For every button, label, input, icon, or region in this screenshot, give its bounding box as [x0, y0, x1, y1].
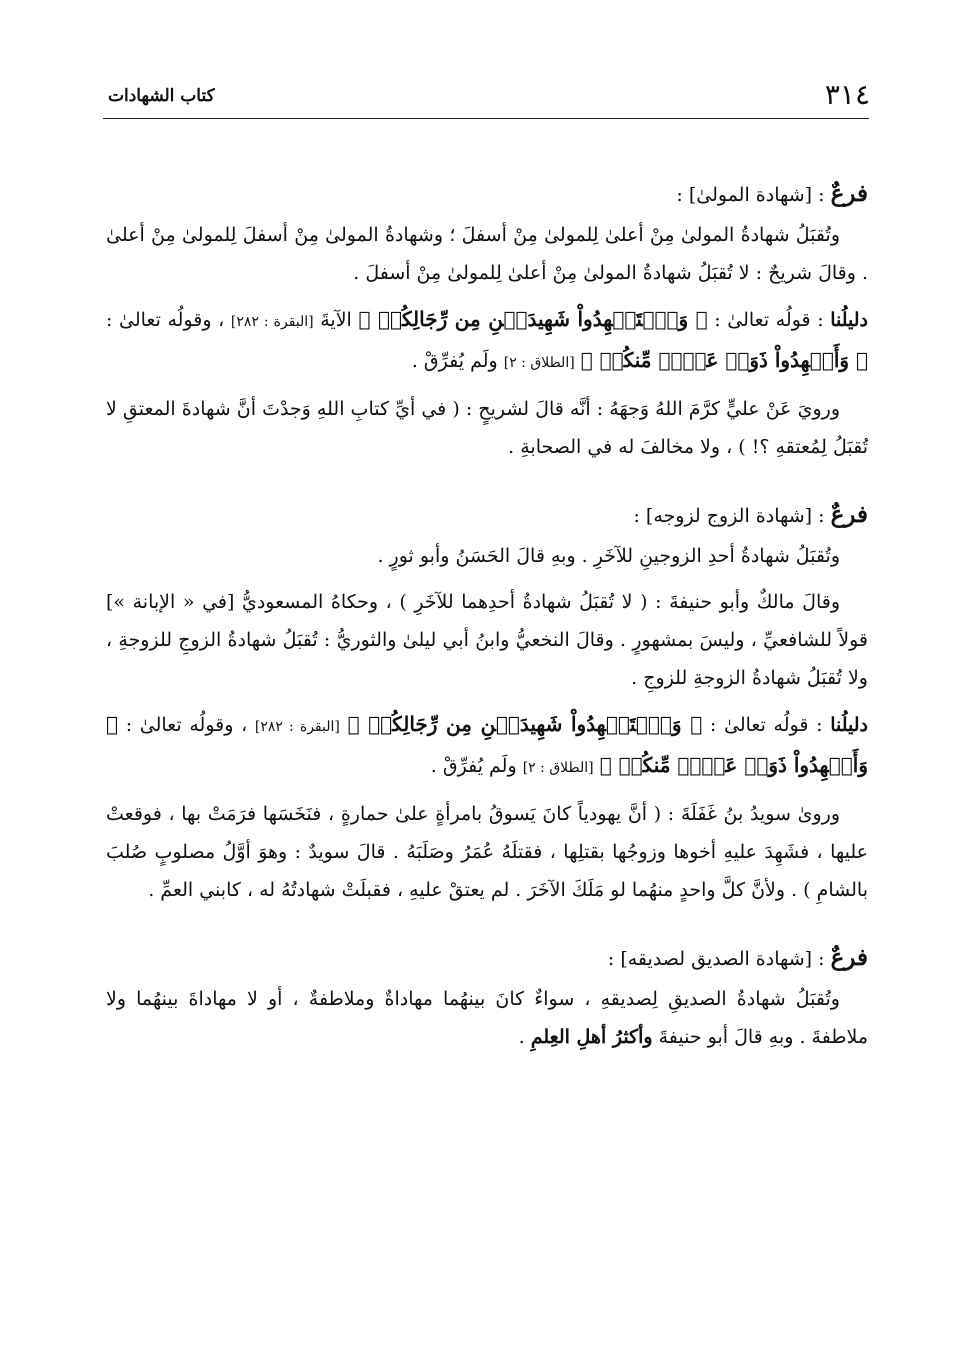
section-mawla [106, 175, 868, 466]
section-heading [106, 939, 868, 978]
section-friend [106, 939, 868, 1056]
evidence-paragraph [106, 300, 868, 382]
page-body [106, 175, 868, 1086]
header-rule [103, 118, 869, 119]
section-heading [106, 496, 868, 535]
text-run: الآيةَ [313, 309, 359, 331]
far-label: فرعٌ [830, 944, 868, 971]
quran-verse: ﴿ وَأَشۡهِدُواْ ذَوَيۡ عَدۡلٖ مِّنكُمۡ ﴾ [106, 712, 868, 777]
emphasis-text: وأكثرُ أهلِ العِلمِ [530, 1026, 653, 1048]
running-title: كتاب الشهادات [108, 86, 215, 106]
evidence-lead: دليلُنا [830, 714, 868, 736]
verse-reference: [البقرة : ٢٨٢] [254, 719, 340, 735]
verse-reference: [الطلاق : ٢] [503, 355, 575, 371]
text-run: : قولُه تعالىٰ : [702, 714, 831, 736]
quran-verse: ﴿ وَٱسۡتَشۡهِدُواْ شَهِيدَيۡنِ مِن رِّجَالِكُمۡ ﴾ [347, 712, 703, 736]
verse-reference: [البقرة : ٢٨٢] [230, 314, 314, 330]
text-run: وتُقبَلُ شهادةُ الصديقِ لِصديقهِ ، سواءٌ كانَ بينهُما مهاداةٌ وملاطفةٌ ، أو لا مهاداةَ بينهُما ولا ملاطفةَ . وبهِ قالَ أبو حنيفةَ [106, 988, 868, 1048]
paragraph: ورويَ عَنْ عليٍّ كرَّمَ اللهُ وَجهَهُ : أنَّه قالَ لشريحٍ : ( في أيِّ كتابِ اللهِ وَجدْتَ أنَّ شهادةَ المعتقِ لا تُقبَلُ لِمُعتقهِ ؟! ) ، ولا مخالفَ له في الصحابةِ . [106, 398, 868, 458]
text-run [340, 714, 348, 736]
verse-reference: [الطلاق : ٢] [522, 760, 594, 776]
far-label: فرعٌ [830, 501, 868, 528]
text-run: ولَم يُفرِّقْ . [430, 755, 523, 777]
section-spouse [106, 496, 868, 909]
quran-verse: ﴿ وَأَشۡهِدُواْ ذَوَيۡ عَدۡلٖ مِّنكُمۡ ﴾ [580, 348, 868, 372]
paragraph: وتُقبَلُ شهادةُ أحدِ الزوجينِ للآخَرِ . وبهِ قالَ الحَسَنُ وأبو ثورٍ . [377, 545, 840, 567]
page-number: ٣١٤ [824, 78, 870, 111]
page-header [108, 78, 870, 112]
quran-verse: ﴿ وَٱسۡتَشۡهِدُواْ شَهِيدَيۡنِ مِن رِّجَالِكُمۡ ﴾ [358, 307, 708, 331]
section-title: : [شهادة الزوج لزوجه] : [633, 505, 831, 527]
evidence-paragraph [106, 705, 868, 787]
text-run: . [518, 1026, 531, 1048]
text-run: ولَم يُفرِّقْ . [411, 350, 504, 372]
text-run: : قولُه تعالىٰ : [707, 309, 831, 331]
paragraph: وتُقبَلُ شهادةُ المولىٰ مِنْ أعلىٰ لِلمولىٰ مِنْ أسفلَ ؛ وشهادةُ المولىٰ مِنْ أسفلَ لِلمولىٰ مِنْ أعلىٰ . وقالَ شريحٌ : لا تُقبَلُ شهادةُ المولىٰ مِنْ أعلىٰ لِلمولىٰ مِنْ أسفلَ . [106, 224, 868, 284]
paragraph: وروىٰ سويدُ بنُ غَفَلَةَ : ( أنَّ يهودياً كانَ يَسوقُ بامرأةٍ علىٰ حمارةٍ ، فنَخَسَها فرَمَتْ بها ، فوقعتْ عليها ، فشَهِدَ عليهِ أخوها وزوجُها بقتلِها ، فقتلَهُ عُمَرُ وصَلَبَهُ . قالَ سويدٌ : وهوَ أوَّلُ مصلوبٍ صُلبَ بالشامِ ) . ولأنَّ كلَّ واحدٍ منهُما لو مَلَكَ الآخَرَ . لم يعتقْ عليهِ ، فقبلَتْ شهادتُهُ له ، كابني العمِّ . [106, 803, 868, 901]
section-title: : [شهادة الصديق لصديقه] : [607, 948, 831, 970]
paragraph [106, 980, 868, 1056]
text-run: ، وقولُه تعالىٰ : [118, 714, 255, 736]
far-label: فرعٌ [830, 180, 868, 207]
section-title: : [شهادة المولىٰ] : [676, 184, 831, 206]
section-heading [106, 175, 868, 214]
text-run: ، وقولُه تعالىٰ : [106, 309, 231, 331]
evidence-lead: دليلُنا [830, 309, 869, 331]
paragraph: وقالَ مالكٌ وأبو حنيفةَ : ( لا تُقبَلُ شهادةُ أحدِهما للآخَرِ ) ، وحكاهُ المسعوديُّ [في « الإبانة »] قولاً للشافعيِّ ، وليسَ بمشهورٍ . وقالَ النخعيُّ وابنُ أبي ليلىٰ والثوريُّ : تُقبَلُ شهادةُ الزوجِ للزوجةِ ، ولا تُقبَلُ شهادةُ الزوجةِ للزوجِ . [106, 591, 868, 689]
